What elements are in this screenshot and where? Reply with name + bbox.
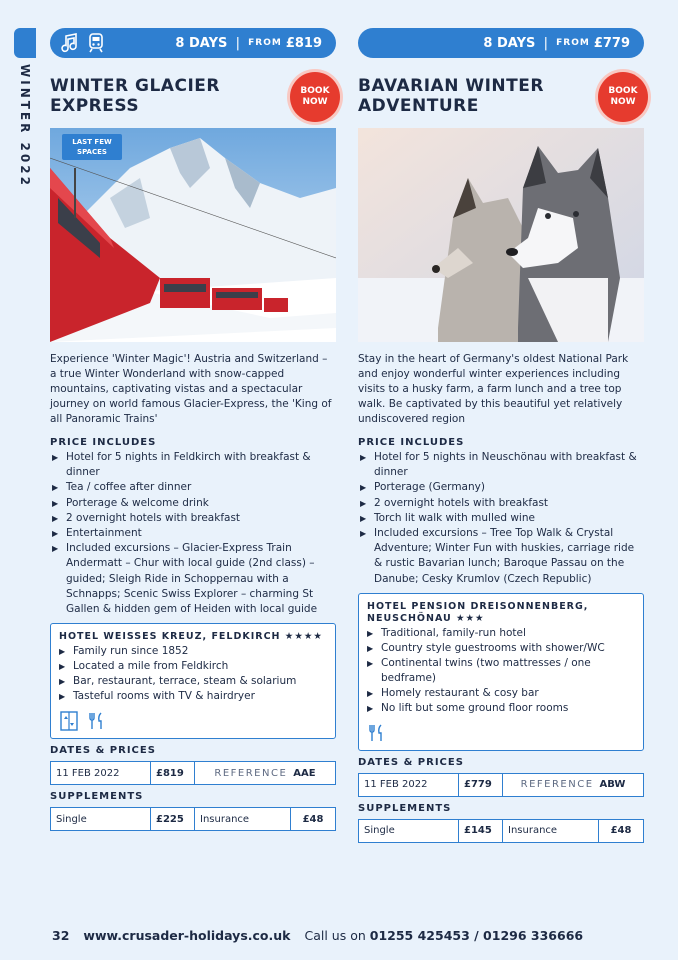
dates-prices-table [358, 773, 644, 797]
glacier-train-illustration [50, 128, 336, 342]
hotel-name: HOTEL PENSION DREISONNENBERG, NEUSCHÖNAU ★★★ [367, 600, 589, 624]
list-item: ▶ Tasteful rooms with TV & hairdryer [59, 689, 327, 704]
list-item: ▶ Country style guestrooms with shower/WC [367, 641, 635, 656]
call-label: Call us on [304, 928, 366, 943]
includes-list [50, 450, 336, 617]
spine-tab [14, 28, 36, 58]
date-price-cell: £779 [459, 774, 503, 796]
duration: 8 DAYS [483, 35, 536, 51]
from-price: £779 [593, 35, 630, 51]
list-item: ▶ No lift but some ground floor rooms [367, 701, 635, 716]
tour-title: WINTER GLACIER EXPRESS [50, 76, 220, 116]
tour-card-glacier [50, 28, 336, 831]
supplements-table [358, 819, 644, 843]
tour-intro: Experience 'Winter Magic'! Austria and Switzerland – a true Winter Wonderland with snow-capped mountains, captivating vistas and a spectacular journey on world famous Glacier-Express, the 'King of all Panoramic Trains' [50, 353, 332, 425]
supplements-table [50, 807, 336, 831]
restaurant-icon [367, 723, 387, 743]
single-label: Single [359, 820, 459, 842]
hotel-box [358, 593, 644, 751]
list-item: ▶ Traditional, family-run hotel [367, 626, 635, 641]
tour-intro: Stay in the heart of Germany's oldest National Park and enjoy wonderful winter experiences including visits to a husky farm, a farm lunch and a tree top walk. Be captivated by this beautiful yet relatively undiscovered region [358, 353, 629, 425]
spine [0, 0, 40, 960]
from-label: FROM [556, 38, 590, 48]
insurance-label: Insurance [503, 820, 599, 842]
list-item: ▶ Torch lit walk with mulled wine [358, 511, 644, 526]
page-footer [52, 928, 583, 943]
insurance-label: Insurance [195, 808, 291, 830]
list-item: ▶ Hotel for 5 nights in Neuschönau with breakfast & dinner [358, 450, 644, 480]
reference-label: REFERENCE [520, 779, 594, 791]
list-item: ▶ Family run since 1852 [59, 644, 327, 659]
date-cell: 11 FEB 2022 [359, 774, 459, 796]
insurance-price: £48 [610, 825, 632, 837]
book-now-button[interactable] [290, 72, 340, 122]
hotel-name: HOTEL WEISSES KREUZ, FELDKIRCH ★★★★ [59, 631, 323, 643]
list-item: ▶ Homely restaurant & cosy bar [367, 686, 635, 701]
page-number: 32 [52, 928, 70, 943]
reference-cell [195, 762, 335, 784]
last-few-spaces-badge: LAST FEW SPACES [62, 134, 122, 160]
husky-illustration [358, 128, 644, 342]
list-item: ▶ Hotel for 5 nights in Feldkirch with breakfast & dinner [50, 450, 336, 480]
list-item: ▶ Porterage (Germany) [358, 480, 644, 495]
reference-code: AAE [293, 767, 316, 779]
price-includes-heading: PRICE INCLUDES [358, 437, 465, 448]
book-line1: BOOK [608, 86, 638, 96]
tour-card-bavarian [358, 28, 644, 843]
hotel-box [50, 623, 336, 739]
spine-label: WINTER 2022 [18, 64, 32, 188]
call-line [304, 928, 583, 943]
from-price: £819 [285, 35, 322, 51]
single-price: £145 [459, 820, 503, 842]
list-item: ▶ Entertainment [50, 526, 336, 541]
tour-title: BAVARIAN WINTER ADVENTURE [358, 76, 544, 116]
reference-code: ABW [599, 779, 626, 791]
duration: 8 DAYS [175, 35, 228, 51]
train-icon [86, 32, 106, 54]
book-line2: NOW [302, 97, 328, 107]
list-item: ▶ Tea / coffee after dinner [50, 480, 336, 495]
dates-prices-table [50, 761, 336, 785]
tour-photo-train [50, 128, 336, 342]
dates-prices-heading: DATES & PRICES [50, 745, 156, 757]
restaurant-icon [87, 711, 107, 731]
book-line1: BOOK [300, 86, 330, 96]
list-item: ▶ Bar, restaurant, terrace, steam & solarium [59, 674, 327, 689]
single-label: Single [51, 808, 151, 830]
book-now-button[interactable] [598, 72, 648, 122]
reference-cell [503, 774, 643, 796]
insurance-price: £48 [302, 813, 324, 825]
tour-photo-huskies [358, 128, 644, 342]
date-price-cell: £819 [151, 762, 195, 784]
lift-icon [59, 711, 79, 731]
list-item: ▶ Porterage & welcome drink [50, 496, 336, 511]
list-item: ▶ 2 overnight hotels with breakfast [50, 511, 336, 526]
list-item: ▶ Included excursions – Glacier-Express Train Andermatt – Chur with local guide (2nd class) – guided; Sleigh Ride in Schoppernau with a Schnapps; Scenic Swiss Explorer – charming St Gallen & hidden gem of Heiden with local guide [50, 541, 336, 617]
list-item: ▶ Included excursions – Tree Top Walk & Crystal Adventure; Winter Fun with huskies, carriage ride & rustic Bavarian lunch; Baroque Passau on the Danube; Cesky Krumlov (Czech Republic) [358, 526, 644, 587]
hotel-features [59, 644, 327, 704]
date-cell: 11 FEB 2022 [51, 762, 151, 784]
book-line2: NOW [610, 97, 636, 107]
price-includes-heading: PRICE INCLUDES [50, 437, 157, 448]
hotel-features [367, 626, 635, 716]
list-item: ▶ Located a mile from Feldkirch [59, 659, 327, 674]
from-label: FROM [248, 38, 282, 48]
single-price: £225 [151, 808, 195, 830]
list-item: ▶ 2 overnight hotels with breakfast [358, 496, 644, 511]
phone-numbers[interactable]: 01255 425453 / 01296 336666 [369, 928, 584, 943]
website-link[interactable]: www.crusader-holidays.co.uk [83, 928, 291, 943]
reference-label: REFERENCE [214, 767, 288, 779]
duration-price-band: 8 DAYS | FROM £819 [50, 28, 336, 58]
supplements-heading: SUPPLEMENTS [358, 802, 452, 814]
duration-price-band: 8 DAYS | FROM £779 [358, 28, 644, 58]
dates-prices-heading: DATES & PRICES [358, 756, 464, 768]
includes-list [358, 450, 644, 587]
list-item: ▶ Continental twins (two mattresses / one bedframe) [367, 656, 635, 686]
music-note-icon [60, 32, 80, 54]
supplements-heading: SUPPLEMENTS [50, 791, 144, 803]
